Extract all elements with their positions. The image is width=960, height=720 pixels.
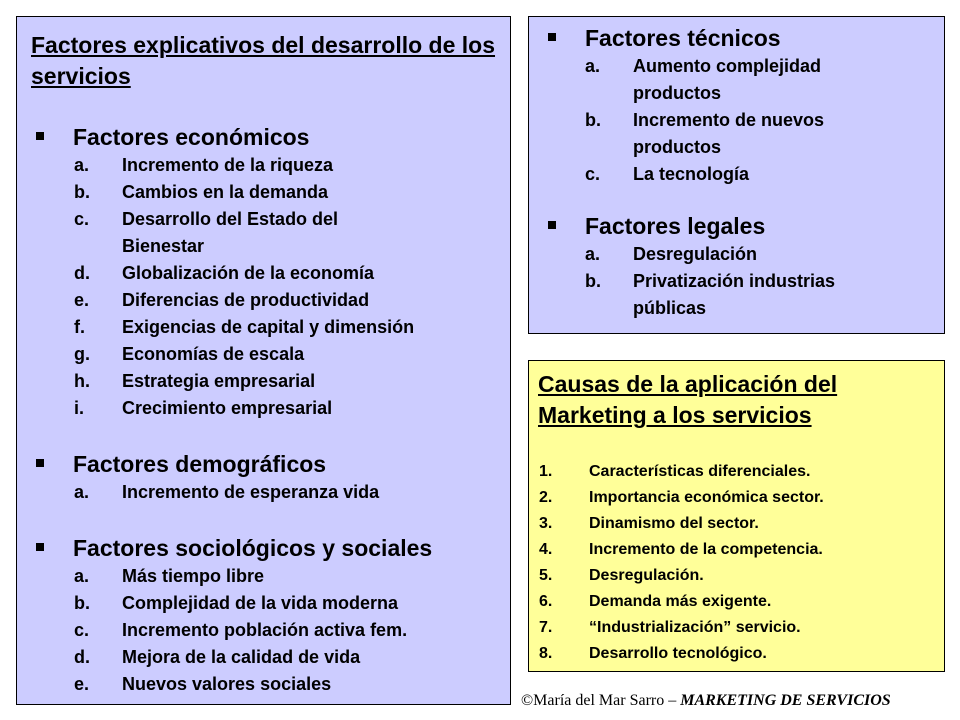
list-item [31,260,502,287]
list-item [538,563,936,589]
list-item [31,590,502,617]
item-marker: i. [74,398,85,418]
item-text: Incremento población activa fem. [122,620,408,640]
list-item [538,641,936,667]
item-text: “Industrialización” servicio. [589,619,801,636]
list-item [31,479,502,506]
section-demographic [31,449,502,479]
item-text: Crecimiento empresarial [122,398,333,418]
footer-brand: MARKETING DE SERVICIOS [680,692,891,709]
list-item [543,53,936,107]
square-bullet-icon [36,459,44,467]
legal-factors-list [543,241,936,322]
item-marker: e. [74,674,90,694]
item-text: Incremento de nuevos productos [633,110,825,157]
list-item [538,537,936,563]
section-social [31,533,502,563]
list-item [538,615,936,641]
section-title: Factores sociológicos y sociales [73,535,433,561]
item-marker: a. [585,56,601,76]
item-marker: 1. [539,463,553,480]
section-legal [543,211,936,241]
list-item [31,644,502,671]
list-item [31,341,502,368]
item-marker: c. [74,620,90,640]
item-marker: c. [74,209,90,229]
section-technical [543,23,936,53]
item-marker: b. [585,271,601,291]
list-item [31,395,502,422]
list-item [538,511,936,537]
section-economic [31,122,502,152]
item-marker: 4. [539,541,553,558]
square-bullet-icon [36,132,44,140]
item-marker: b. [74,182,90,202]
list-item [31,617,502,644]
section-title: Factores económicos [73,124,310,150]
item-marker: g. [74,344,90,364]
item-text: Características diferenciales. [589,463,811,480]
bottom-right-panel [528,360,945,672]
list-item [31,152,502,179]
item-text: Desarrollo tecnológico. [589,645,767,662]
item-marker: 7. [539,619,553,636]
item-marker: a. [74,482,90,502]
item-text: Incremento de esperanza vida [122,482,380,502]
item-text: Desregulación. [589,567,704,584]
list-item [31,563,502,590]
item-text: Cambios en la demanda [122,182,329,202]
item-marker: a. [74,566,90,586]
item-text: Complejidad de la vida moderna [122,593,399,613]
item-text: Incremento de la competencia. [589,541,823,558]
list-item [543,107,936,161]
list-item [31,368,502,395]
list-item [543,268,936,322]
list-item [31,206,502,260]
item-text: Incremento de la riqueza [122,155,334,175]
section-title: Factores legales [585,213,766,239]
item-marker: b. [585,110,601,130]
item-text: Exigencias de capital y dimensión [122,317,415,337]
item-marker: 8. [539,645,553,662]
item-text: Nuevos valores sociales [122,674,332,694]
item-marker: 5. [539,567,553,584]
item-marker: h. [74,371,90,391]
section-title: Factores demográficos [73,451,327,477]
item-marker: 6. [539,593,553,610]
item-marker: f. [74,317,85,337]
economic-factors-list [31,152,502,422]
list-item [538,459,936,485]
item-text: Más tiempo libre [122,566,265,586]
square-bullet-icon [548,33,556,41]
social-factors-list [31,563,502,698]
top-right-panel [528,16,945,334]
bottom-right-heading: Causas de la aplicación del Marketing a los servicios [538,371,838,428]
list-item [31,314,502,341]
item-text: Desregulación [633,244,758,264]
item-text: La tecnología [633,164,750,184]
list-item [31,287,502,314]
list-item [31,179,502,206]
list-item [538,485,936,511]
list-item [543,161,936,188]
item-marker: 2. [539,489,553,506]
list-item [31,671,502,698]
item-text: Privatización industrias públicas [633,271,836,318]
left-panel-heading: Factores explicativos del desarrollo de los servicios [31,32,496,89]
item-marker: 3. [539,515,553,532]
item-text: Estrategia empresarial [122,371,316,391]
item-text: Dinamismo del sector. [589,515,759,532]
item-marker: a. [585,244,601,264]
item-text: Importancia económica sector. [589,489,824,506]
item-text: Mejora de la calidad de vida [122,647,361,667]
item-text: Globalización de la economía [122,263,375,283]
list-item [543,241,936,268]
demographic-factors-list [31,479,502,506]
item-text: Diferencias de productividad [122,290,370,310]
section-title: Factores técnicos [585,25,781,51]
marketing-causes-list [538,459,936,667]
item-marker: e. [74,290,90,310]
item-text: Aumento complejidad productos [633,56,822,103]
item-marker: d. [74,647,90,667]
item-marker: b. [74,593,90,613]
item-text: Demanda más exigente. [589,593,772,610]
item-marker: d. [74,263,90,283]
footer-author: ©María del Mar Sarro – [521,692,681,709]
item-marker: a. [74,155,90,175]
technical-factors-list [543,53,936,188]
item-marker: c. [585,164,601,184]
left-panel [16,16,511,705]
item-text: Desarrollo del Estado del Bienestar [122,209,339,256]
item-text: Economías de escala [122,344,305,364]
square-bullet-icon [36,543,44,551]
copyright-footer [521,692,891,710]
square-bullet-icon [548,221,556,229]
list-item [538,589,936,615]
